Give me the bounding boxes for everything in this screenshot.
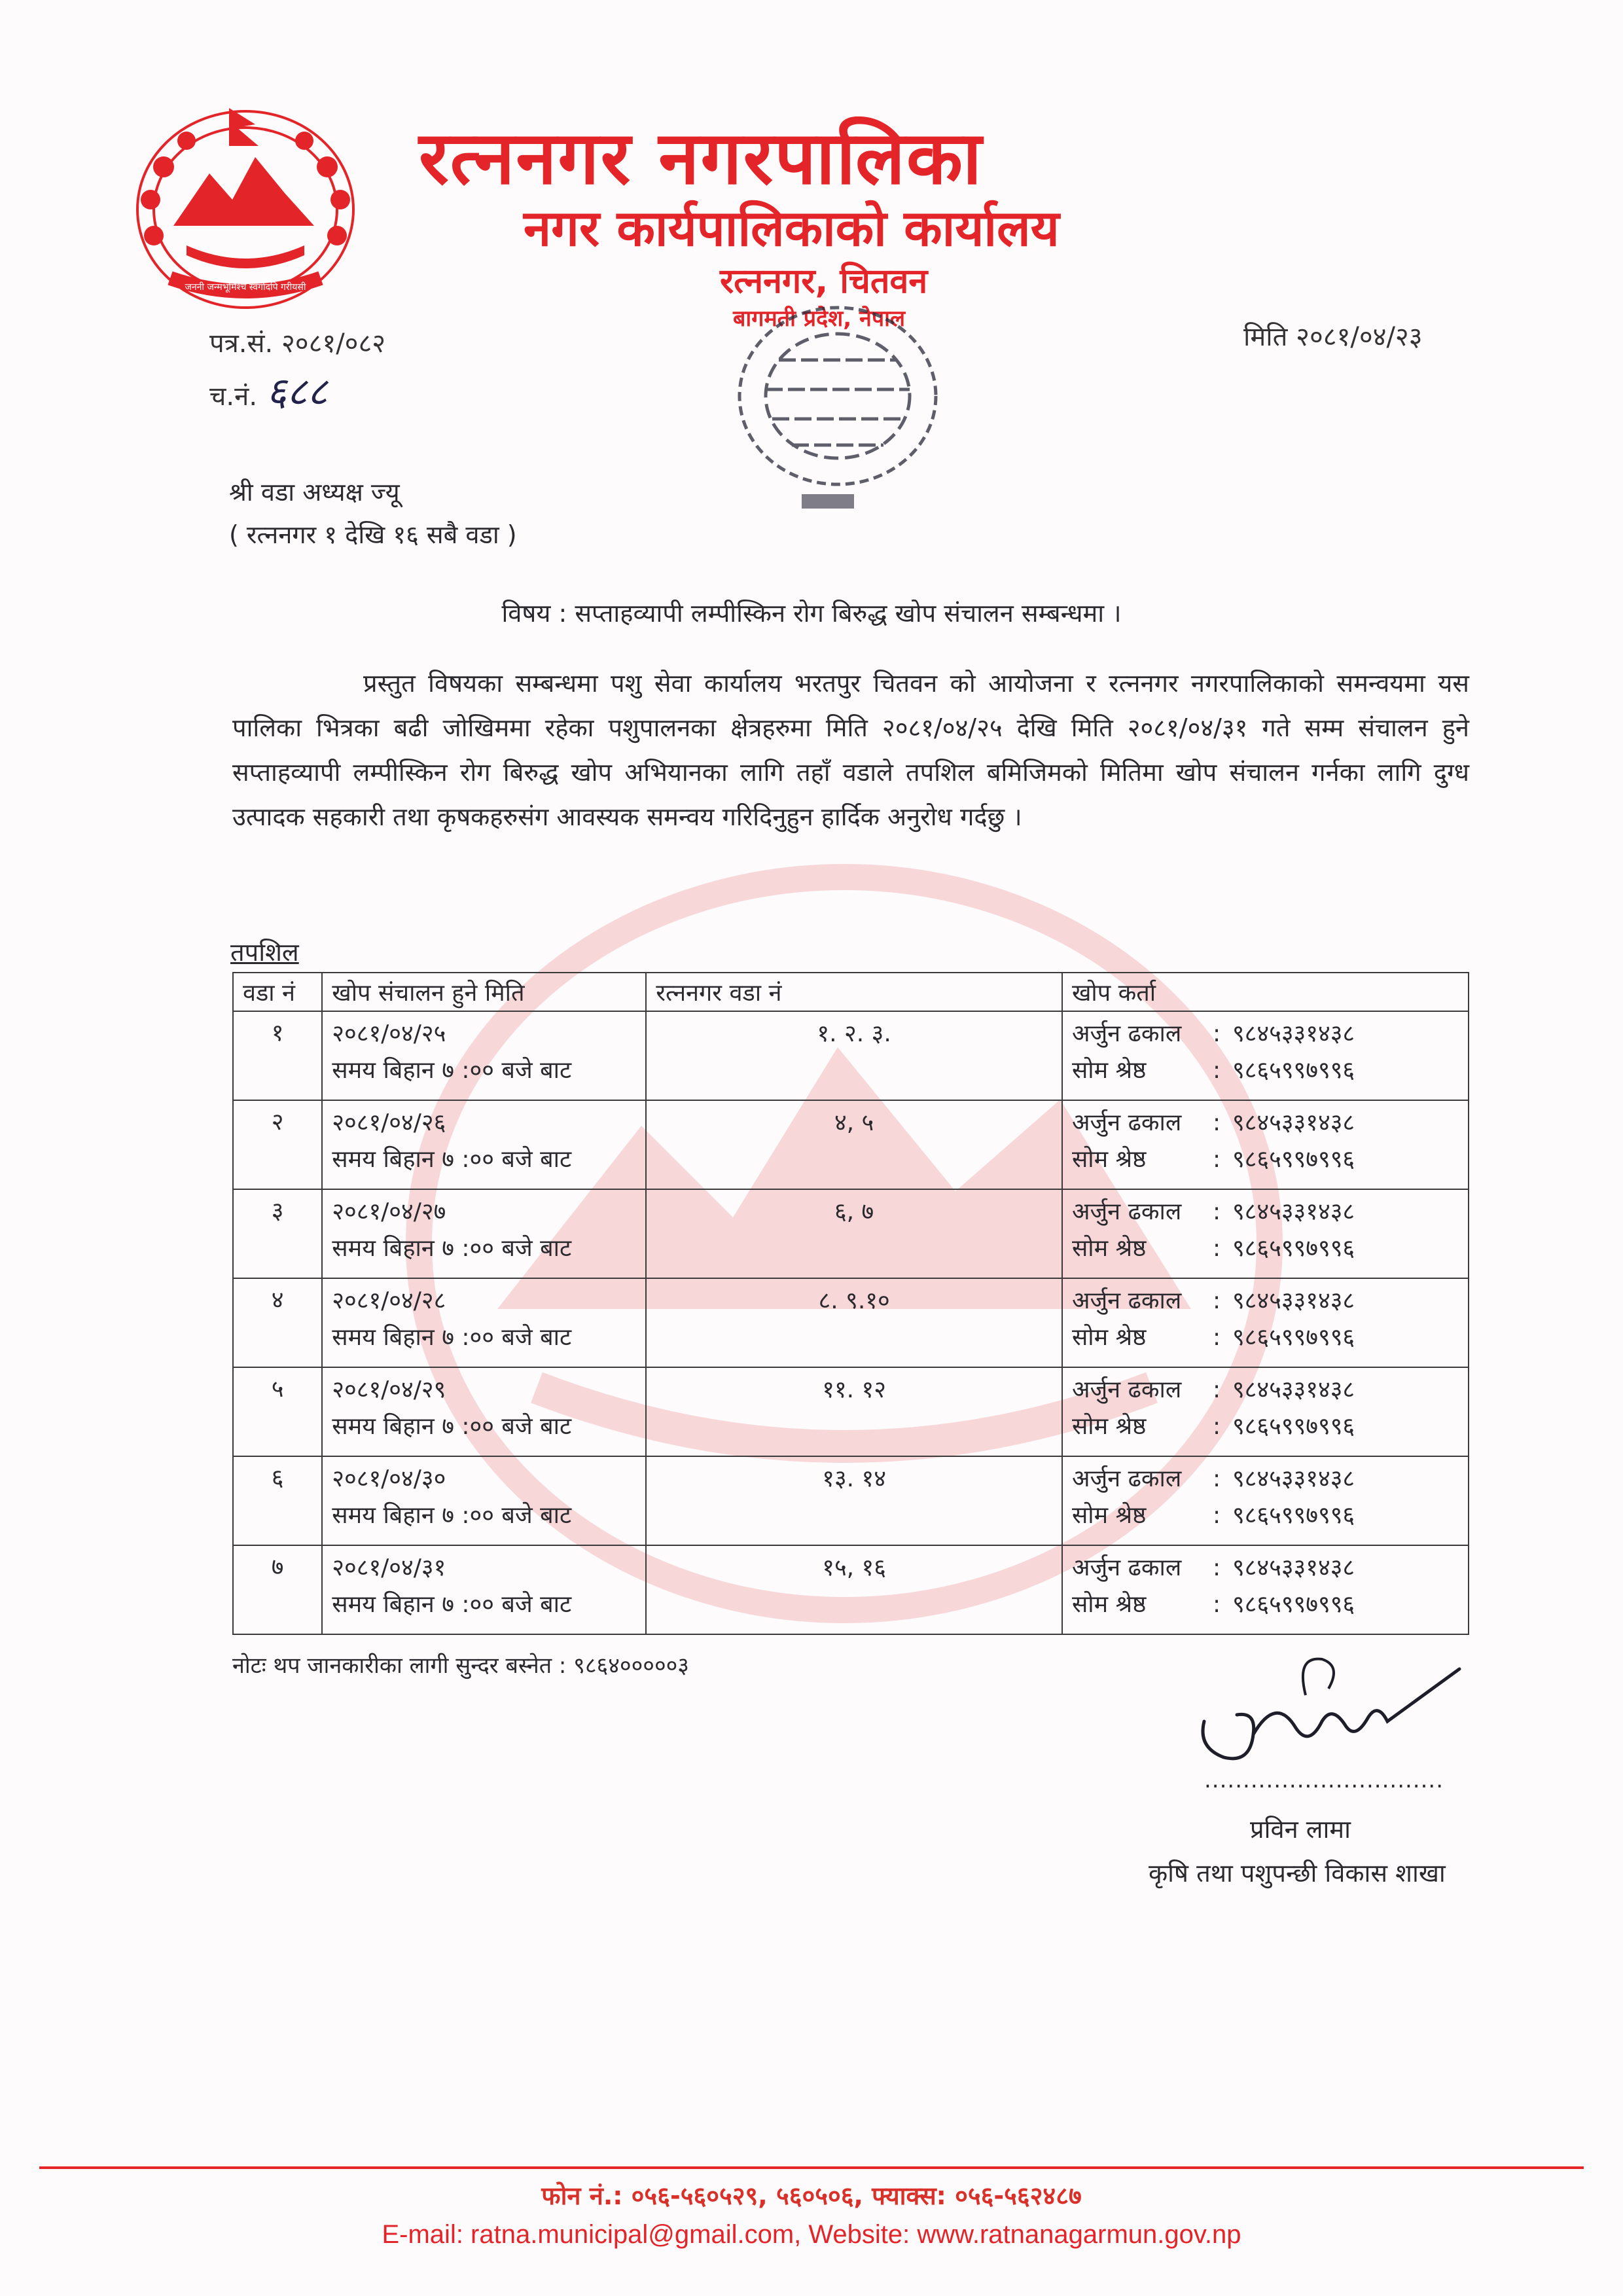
vaccinator-phone: ९८४५३३१४३८ (1232, 1465, 1355, 1492)
date-cell (322, 1011, 646, 1100)
vaccinator-name: सोम श्रेष्ठ (1071, 1591, 1147, 1618)
colon-separator: : (1212, 1198, 1221, 1225)
date-cell (322, 1456, 646, 1545)
vaccinator-1 (1072, 1283, 1459, 1319)
colon-separator: : (1212, 1413, 1221, 1440)
wards-cell (646, 1011, 1062, 1100)
ward-serial: ४ (271, 1287, 284, 1314)
vaccination-date: २०८१/०४/३१ (332, 1554, 446, 1581)
office-subtitle: नगर कार्यपालिकाको कार्यालय (524, 199, 1060, 257)
vaccinator-name: अर्जुन ढकाल (1071, 1554, 1182, 1581)
colon-separator: : (1212, 1057, 1221, 1084)
vaccinator-1 (1072, 1372, 1459, 1408)
ward-serial-cell (233, 1456, 322, 1545)
vaccinator-cell (1062, 1189, 1469, 1278)
ward-numbers: ८. ९.१० (818, 1287, 890, 1314)
ward-numbers: ११. १२ (822, 1376, 887, 1403)
column-header: खोप संचालन हुने मिति (322, 973, 646, 1011)
vaccinator-cell (1062, 1100, 1469, 1189)
colon-separator: : (1212, 1235, 1221, 1262)
vaccinator-2 (1072, 1498, 1459, 1534)
colon-separator: : (1212, 1109, 1221, 1136)
colon-separator: : (1212, 1146, 1221, 1173)
vaccinator-cell (1062, 1545, 1469, 1634)
wards-cell (646, 1367, 1062, 1456)
vaccinator-name: सोम श्रेष्ठ (1071, 1502, 1147, 1529)
table-row (233, 1367, 1469, 1456)
ward-serial-cell (233, 1545, 322, 1634)
table-row (233, 1189, 1469, 1278)
contact-note: नोटः थप जानकारीका लागी सुन्दर बस्नेत : ९८६४०००००३ (232, 1653, 689, 1679)
column-header: खोप कर्ता (1062, 973, 1469, 1011)
addressee-line-2: ( रत्ननगर १ देखि १६ सबै वडा ) (229, 520, 517, 549)
vaccinator-phone: ९८६५९९७९९६ (1232, 1324, 1355, 1351)
vaccinator-name: अर्जुन ढकाल (1071, 1109, 1182, 1136)
office-stamp (687, 298, 995, 533)
colon-separator: : (1212, 1324, 1221, 1351)
vaccinator-phone: ९८६५९९७९९६ (1232, 1591, 1355, 1618)
vaccinator-name: सोम श्रेष्ठ (1071, 1413, 1147, 1440)
reference-label: पत्र.सं. (209, 329, 274, 359)
vaccinator-phone: ९८६५९९७९९६ (1232, 1057, 1355, 1084)
table-row (233, 1278, 1469, 1367)
vaccinator-phone: ९८४५३३१४३८ (1232, 1554, 1355, 1581)
vaccination-time: समय बिहान ७ :०० बजे बाट (332, 1591, 572, 1618)
vaccinator-phone: ९८४५३३१४३८ (1232, 1287, 1355, 1314)
vaccinator-2 (1072, 1408, 1459, 1445)
vaccinator-1 (1072, 1016, 1459, 1052)
addressee-line-1: श्री वडा अध्यक्ष ज्यू (229, 478, 400, 507)
colon-separator: : (1212, 1287, 1221, 1314)
colon-separator: : (1212, 1591, 1221, 1618)
ward-serial: १ (271, 1020, 284, 1047)
vaccinator-1 (1072, 1550, 1459, 1587)
vaccinator-name: सोम श्रेष्ठ (1071, 1057, 1147, 1084)
ward-serial-cell (233, 1100, 322, 1189)
date-value: २०८१/०४/२३ (1296, 322, 1423, 352)
table-row (233, 1011, 1469, 1100)
ward-serial-cell (233, 1278, 322, 1367)
vaccinator-2 (1072, 1052, 1459, 1089)
municipality-title: रत्ननगर नगरपालिका (419, 116, 983, 201)
vaccination-time: समय बिहान ७ :०० बजे बाट (332, 1502, 572, 1529)
vaccinator-phone: ९८६५९९७९९६ (1232, 1502, 1355, 1529)
date-cell (322, 1189, 646, 1278)
date-cell (322, 1545, 646, 1634)
date-label: मिति (1243, 322, 1288, 352)
ward-serial: २ (271, 1109, 284, 1136)
footer-divider (39, 2166, 1584, 2169)
vaccinator-1 (1072, 1194, 1459, 1230)
footer-contact: फोन नं.: ०५६-५६०५२९, ५६०५०६, फ्याक्स: ०५६-५६२४८७ (541, 2181, 1082, 2210)
wards-cell (646, 1100, 1062, 1189)
handwritten-signature (1191, 1643, 1466, 1774)
colon-separator: : (1212, 1020, 1221, 1047)
vaccinator-cell (1062, 1278, 1469, 1367)
vaccinator-2 (1072, 1587, 1459, 1623)
wards-cell (646, 1456, 1062, 1545)
date-cell (322, 1278, 646, 1367)
vaccinator-phone: ९८४५३३१४३८ (1232, 1109, 1355, 1136)
ward-serial-cell (233, 1011, 322, 1100)
vaccination-date: २०८१/०४/२९ (332, 1376, 446, 1403)
vaccination-time: समय बिहान ७ :०० बजे बाट (332, 1146, 572, 1173)
dispatch-number (209, 363, 328, 417)
wards-cell (646, 1278, 1062, 1367)
ward-numbers: १३. १४ (822, 1465, 887, 1492)
office-location: रत्ननगर, चितवन (720, 262, 928, 301)
vaccinator-phone: ९८६५९९७९९६ (1232, 1235, 1355, 1262)
date-cell (322, 1367, 646, 1456)
reference-value: २०८१/०८२ (281, 329, 386, 359)
vaccinator-1 (1072, 1461, 1459, 1498)
ward-numbers: ६, ७ (834, 1198, 874, 1225)
vaccinator-name: सोम श्रेष्ठ (1071, 1235, 1147, 1262)
vaccinator-name: सोम श्रेष्ठ (1071, 1324, 1147, 1351)
emblem-motto: जननी जन्मभूमिश्च स्वर्गादपि गरीयसी (185, 282, 306, 293)
dispatch-label: च.नं. (209, 382, 258, 412)
reference-number (209, 324, 385, 360)
letter-subject: विषय : सप्ताहव्यापी लम्पीस्किन रोग बिरुद्ध खोप संचालन सम्बन्धमा । (501, 599, 1122, 628)
ward-serial-cell (233, 1367, 322, 1456)
colon-separator: : (1212, 1376, 1221, 1403)
vaccinator-1 (1072, 1105, 1459, 1141)
ward-serial: ६ (271, 1465, 284, 1492)
vaccination-date: २०८१/०४/२८ (332, 1287, 446, 1314)
vaccination-date: २०८१/०४/२६ (332, 1109, 446, 1136)
dispatch-value: ६८८ (266, 369, 328, 415)
table-header-row (233, 973, 1469, 1011)
vaccinator-2 (1072, 1319, 1459, 1356)
ward-serial: ५ (271, 1376, 284, 1403)
column-header: रत्ननगर वडा नं (646, 973, 1062, 1011)
vaccinator-name: अर्जुन ढकाल (1071, 1198, 1182, 1225)
date-cell (322, 1100, 646, 1189)
wards-cell (646, 1189, 1062, 1278)
vaccination-time: समय बिहान ७ :०० बजे बाट (332, 1324, 572, 1351)
vaccinator-phone: ९८४५३३१४३८ (1232, 1020, 1355, 1047)
column-header: वडा नं (233, 973, 322, 1011)
ward-numbers: १५, १६ (822, 1554, 887, 1581)
ward-numbers: १. २. ३. (817, 1020, 891, 1047)
letter-date (1243, 317, 1423, 353)
vaccination-date: २०८१/०४/२७ (332, 1198, 446, 1225)
colon-separator: : (1212, 1554, 1221, 1581)
ward-serial-cell (233, 1189, 322, 1278)
vaccination-time: समय बिहान ७ :०० बजे बाट (332, 1057, 572, 1084)
colon-separator: : (1212, 1465, 1221, 1492)
vaccination-time: समय बिहान ७ :०० बजे बाट (332, 1235, 572, 1262)
ward-numbers: ४, ५ (834, 1109, 874, 1136)
signatory-name: प्रविन लामा (1250, 1815, 1351, 1844)
vaccination-time: समय बिहान ७ :०० बजे बाट (332, 1413, 572, 1440)
vaccinator-phone: ९८६५९९७९९६ (1232, 1413, 1355, 1440)
wards-cell (646, 1545, 1062, 1634)
ward-serial: ७ (271, 1554, 284, 1581)
signature-line: ............................... (1204, 1767, 1444, 1793)
signatory-branch: कृषि तथा पशुपन्छी विकास शाखा (1149, 1859, 1446, 1888)
vaccinator-2 (1072, 1141, 1459, 1178)
vaccinator-name: अर्जुन ढकाल (1071, 1376, 1182, 1403)
vaccinator-name: सोम श्रेष्ठ (1071, 1146, 1147, 1173)
nepal-emblem-logo (124, 95, 366, 321)
vaccinator-cell (1062, 1456, 1469, 1545)
vaccination-date: २०८१/०४/३० (332, 1465, 446, 1492)
vaccinator-name: अर्जुन ढकाल (1071, 1287, 1182, 1314)
vaccinator-phone: ९८६५९९७९९६ (1232, 1146, 1355, 1173)
table-row (233, 1100, 1469, 1189)
vaccinator-name: अर्जुन ढकाल (1071, 1020, 1182, 1047)
table-row (233, 1456, 1469, 1545)
colon-separator: : (1212, 1502, 1221, 1529)
ward-serial: ३ (271, 1198, 284, 1225)
vaccinator-2 (1072, 1230, 1459, 1267)
vaccinator-phone: ९८४५३३१४३८ (1232, 1376, 1355, 1403)
vaccinator-cell (1062, 1367, 1469, 1456)
office-province: बागमती प्रदेश, नेपाल (733, 306, 906, 332)
vaccinator-name: अर्जुन ढकाल (1071, 1465, 1182, 1492)
vaccination-date: २०८१/०४/२५ (332, 1020, 446, 1047)
letter-body: प्रस्तुत विषयका सम्बन्धमा पशु सेवा कार्यालय भरतपुर चितवन को आयोजना र रत्ननगर नगरपालिकाको समन्वयमा यस पालिका भित्रका बढी जोखिममा रहेका पशुपालनका क्षेत्रहरुमा मिति २०८१/०४/२५ देखि मिति २०८१/०४/३१ गते सम्म संचालन हुने सप्ताहव्यापी लम्पीस्किन रोग बिरुद्ध खोप अभियानका लागि तहाँ वडाले तपशिल बमिजिमको मितिमा खोप संचालन गर्नका लागि दुग्ध उत्पादक सहकारी तथा कृषकहरुसंग आवस्यक समन्वय गरिदिनुहुन हार्दिक अनुरोध गर्दछु । (232, 669, 1469, 831)
vaccinator-phone: ९८४५३३१४३८ (1232, 1198, 1355, 1225)
vaccinator-cell (1062, 1011, 1469, 1100)
table-row (233, 1545, 1469, 1634)
footer-email-website: E-mail: ratna.municipal@gmail.com, Website: www.ratnanagarmun.gov.np (382, 2220, 1241, 2249)
vaccination-schedule-table (232, 972, 1469, 1635)
schedule-heading: तपशिल (230, 938, 299, 967)
